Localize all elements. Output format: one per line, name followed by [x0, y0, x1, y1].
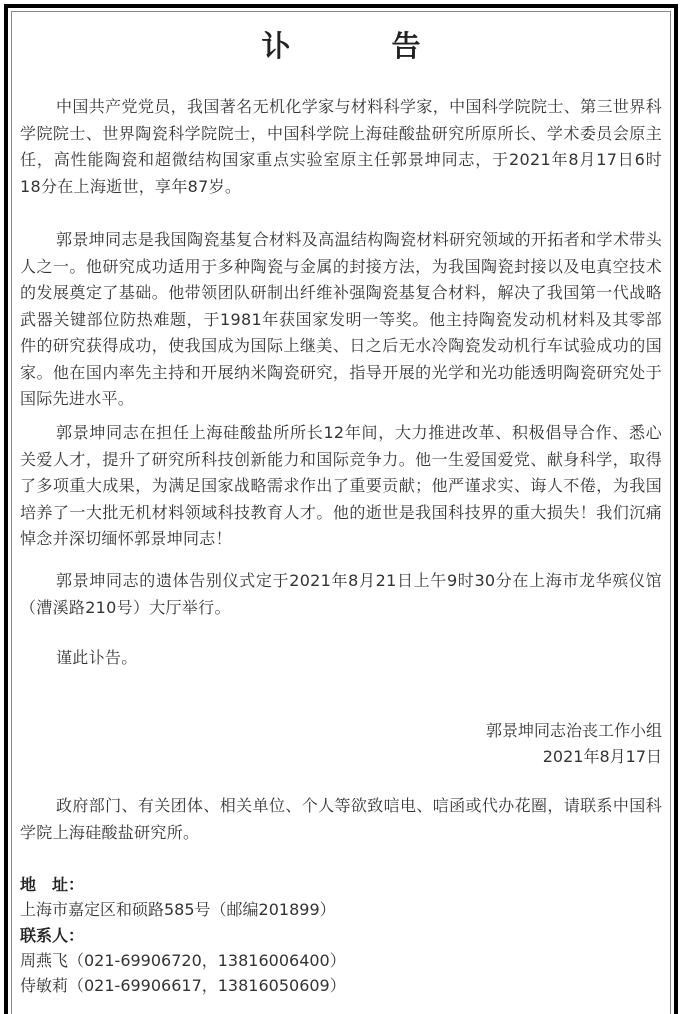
- contact-note: 政府部门、有关团体、相关单位、个人等欲致唁电、唁函或代办花圈，请联系中国科学院上海硅酸盐研究所。: [20, 796, 662, 842]
- contacts-label: 联系人：: [20, 926, 85, 945]
- document-title: 讣 告: [261, 29, 457, 63]
- paragraph-tenure: 郭景坤同志在担任上海硅酸盐所所长12年间，大力推进改革、积极倡导合作、悉心关爱人才，提升了研究所科技创新能力和国际竞争力。他一生爱国爱党、献身科学，取得了多项重大成果，为满足国家战略需求作出了重要贡献；他严谨求实、诲人不倦，为我国培养了一大批无机材料领域科技教育人才。他的逝世是我国科技界的重大损失！我们沉痛悼念并深切缅怀郭景坤同志！: [20, 423, 662, 548]
- address-value: 上海市嘉定区和硕路585号（邮编201899）: [20, 900, 336, 919]
- contact-person-2: 侍敏莉（021-69906617，13816050609）: [20, 976, 346, 995]
- paragraph-intro: 中国共产党党员，我国著名无机化学家与材料科学家，中国科学院院士、第三世界科学院院士、世界陶瓷科学院院士，中国科学院上海硅酸盐研究所原所长、学术委员会原主任，高性能陶瓷和超微结构国家重点实验室原主任郭景坤同志，于2021年8月17日6时18分在上海逝世，享年87岁。: [20, 97, 662, 196]
- signature-date: 2021年8月17日: [542, 747, 662, 766]
- address-label: 地 址：: [20, 875, 85, 894]
- signature-org: 郭景坤同志治丧工作小组: [485, 721, 662, 740]
- paragraph-achievements: 郭景坤同志是我国陶瓷基复合材料及高温结构陶瓷材料研究领域的开拓者和学术带头人之一。他研究成功适用于多种陶瓷与金属的封接方法，为我国陶瓷封接以及电真空技术的发展奠定了基础。他带领团队研制出纤维补强陶瓷基复合材料，解决了我国第一代战略武器关键部位防热难题，于1981年获国家发明一等奖。他主持陶瓷发动机材料及其零部件的研究获得成功，使我国成为国际上继美、日之后无水冷陶瓷发动机行车试验成功的国家。他在国内率先主持和开展纳米陶瓷研究，指导开展的光学和光功能透明陶瓷研究处于国际先进水平。: [20, 230, 662, 408]
- contact-person-1: 周燕飞（021-69906720，13816006400）: [20, 951, 346, 970]
- paragraph-closing: 谨此讣告。: [56, 648, 138, 667]
- paragraph-farewell-ceremony: 郭景坤同志的遗体告别仪式定于2021年8月21日上午9时30分在上海市龙华殡仪馆（漕溪路210号）大厅举行。: [20, 571, 662, 617]
